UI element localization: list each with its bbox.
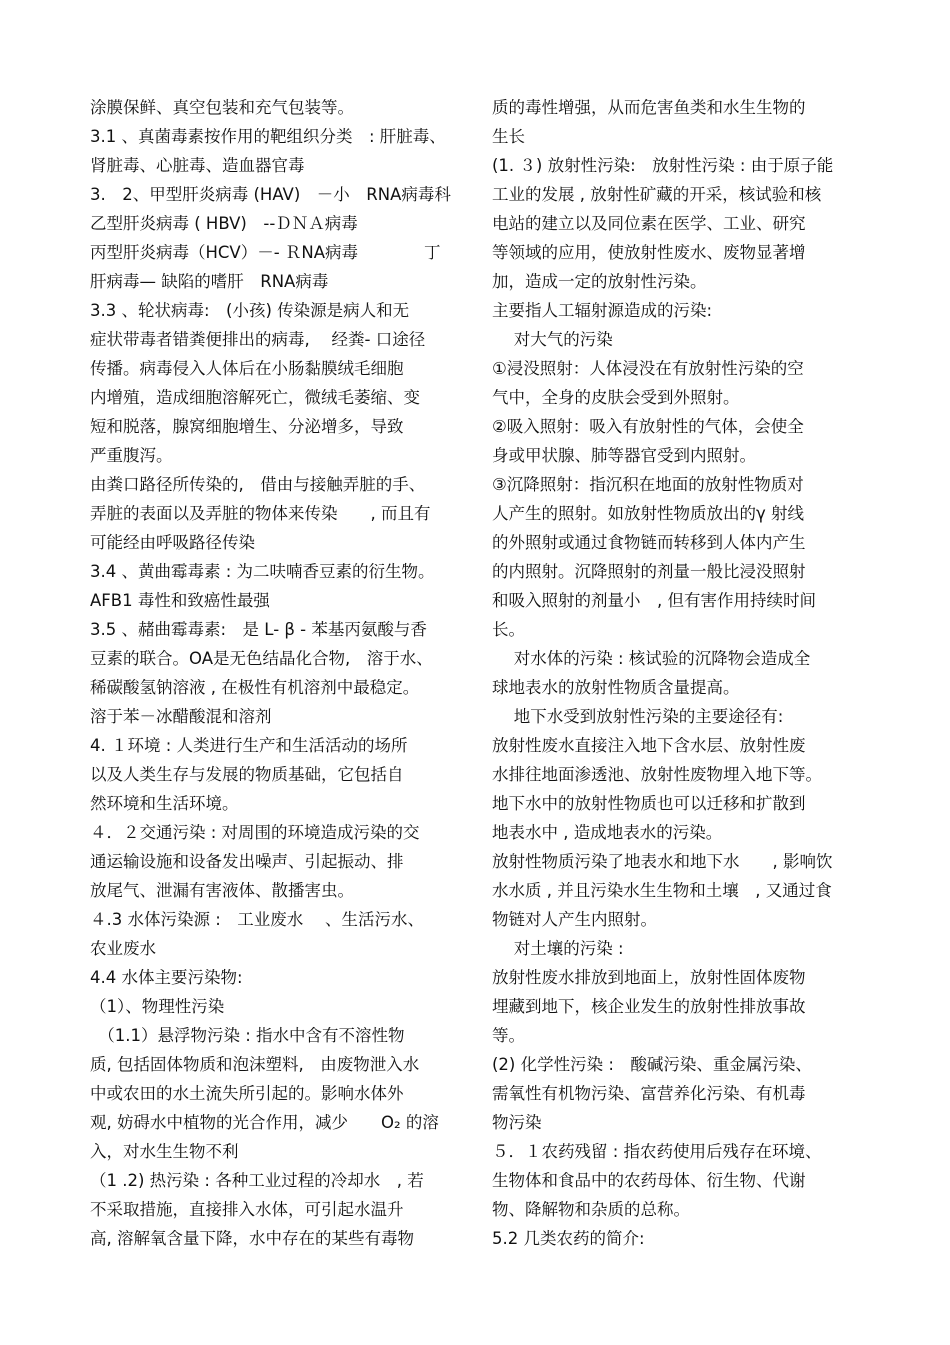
left-column-line: 肝病毒— 缺陷的嗜肝 RNA病毒: [90, 272, 329, 291]
right-column-line: 地下水中的放射性物质也可以迁移和扩散到: [492, 794, 806, 813]
right-column-line: 物链对人产生内照射。: [492, 910, 657, 929]
right-column-line: 地下水受到放射性污染的主要途径有:: [492, 707, 784, 726]
left-column-line: 丙型肝炎病毒（HCV）－- ＲNA病毒 丁: [90, 243, 441, 262]
right-column-line: 需氧性有机物污染、富营养化污染、有机毒: [492, 1084, 806, 1103]
right-column-line: 生物体和食品中的农药母体、衍生物、代谢: [492, 1171, 806, 1190]
right-column-line: 长。: [492, 620, 525, 639]
left-column-line: 放尾气、泄漏有害液体、散播害虫。: [90, 881, 354, 900]
left-column-line: ４.3 水体污染源 : 工业废水 、生活污水、: [90, 910, 425, 929]
left-column-line: 溶于苯－冰醋酸混和溶剂: [90, 707, 272, 726]
left-column-line: （1 .2) 热污染 : 各种工业过程的冷却水 , 若: [90, 1171, 424, 1190]
left-column-line: 可能经由呼吸路径传染: [90, 533, 255, 552]
left-column-line: 质, 包括固体物质和泡沫塑料, 由废物泄入水: [90, 1055, 420, 1074]
right-column-line: 气中，全身的皮肤会受到外照射。: [492, 388, 740, 407]
right-column-line: ①浸没照射：人体浸没在有放射性污染的空: [492, 359, 804, 378]
left-column-line: 3.3 、轮状病毒: (小孩) 传染源是病人和无: [90, 301, 410, 320]
right-column-line: (1. ３) 放射性污染: 放射性污染 : 由于原子能: [492, 156, 834, 175]
left-column-line: 然环境和生活环境。: [90, 794, 239, 813]
left-column-line: 症状带毒者错粪便排出的病毒, 经粪- 口途径: [90, 330, 426, 349]
right-column-line: 放射性物质污染了地表水和地下水 , 影响饮: [492, 852, 833, 871]
right-column-line: 等领域的应用，使放射性废水、废物显著增: [492, 243, 806, 262]
right-column-line: 的外照射或通过食物链而转移到人体内产生: [492, 533, 806, 552]
left-column-line: AFB1 毒性和致癌性最强: [90, 591, 270, 610]
right-column-line: 地表水中 , 造成地表水的污染。: [492, 823, 723, 842]
left-column-line: 4. １环境 : 人类进行生产和生活活动的场所: [90, 736, 408, 755]
right-column-line: ②吸入照射：吸入有放射性的气体，会使全: [492, 417, 804, 436]
right-column-line: 等。: [492, 1026, 525, 1045]
right-column-line: 工业的发展 , 放射性矿藏的开采，核试验和核: [492, 185, 822, 204]
right-column-line: 电站的建立以及同位素在医学、工业、研究: [492, 214, 806, 233]
left-column-line: 3. 2、甲型肝炎病毒 (HAV) －小 RNA病毒科: [90, 185, 451, 204]
left-column-line: 严重腹泻。: [90, 446, 173, 465]
right-column-line: 对大气的污染: [492, 330, 613, 349]
left-column-line: 传播。病毒侵入人体后在小肠黏膜绒毛细胞: [90, 359, 404, 378]
right-column-line: 人产生的照射。如放射性物质放出的γ 射线: [492, 504, 805, 523]
right-column-line: 放射性废水排放到地面上，放射性固体废物: [492, 968, 806, 987]
right-column-line: 主要指人工辐射源造成的污染:: [492, 301, 713, 320]
left-column-line: 短和脱落，腺窝细胞增生、分泌增多，导致: [90, 417, 404, 436]
right-column-line: 加，造成一定的放射性污染。: [492, 272, 707, 291]
left-column-line: （1）、物理性污染: [90, 997, 225, 1016]
left-column-line: 肾脏毒、心脏毒、造血器官毒: [90, 156, 305, 175]
right-column-line: 放射性废水直接注入地下含水层、放射性废: [492, 736, 806, 755]
left-column-line: 内增殖，造成细胞溶解死亡，微绒毛萎缩、变: [90, 388, 420, 407]
right-column-line: ③沉降照射：指沉积在地面的放射性物质对: [492, 475, 804, 494]
left-text-column: [90, 93, 465, 1253]
left-column-line: 豆素的联合。OA是无色结晶化合物, 溶于水、: [90, 649, 433, 668]
right-column-line: 质的毒性增强，从而危害鱼类和水生生物的: [492, 98, 806, 117]
left-column-line: （1.1）悬浮物污染 : 指水中含有不溶性物: [90, 1026, 405, 1045]
left-column-line: 通运输设施和设备发出噪声、引起振动、排: [90, 852, 404, 871]
right-column-line: 球地表水的放射性物质含量提高。: [492, 678, 740, 697]
left-column-line: 中或农田的水土流失所引起的。影响水体外: [90, 1084, 404, 1103]
left-column-line: 涂膜保鲜、真空包装和充气包装等。: [90, 98, 354, 117]
right-column-line: 的内照射。沉降照射的剂量一般比浸没照射: [492, 562, 806, 581]
left-column-line: 高, 溶解氧含量下降，水中存在的某些有毒物: [90, 1229, 414, 1248]
right-text-column: [492, 93, 872, 1253]
left-column-line: 由粪口路径所传染的, 借由与接触弄脏的手、: [90, 475, 426, 494]
left-column-line: 农业废水: [90, 939, 156, 958]
right-column-line: 生长: [492, 127, 525, 146]
right-column-line: 和吸入照射的剂量小 , 但有害作用持续时间: [492, 591, 816, 610]
left-column-line: 4.4 水体主要污染物:: [90, 968, 243, 987]
right-column-line: 身或甲状腺、肺等器官受到内照射。: [492, 446, 756, 465]
left-column-line: 稀碳酸氢钠溶液 , 在极性有机溶剂中最稳定。: [90, 678, 420, 697]
left-column-line: ４．２交通污染 : 对周围的环境造成污染的交: [90, 823, 420, 842]
right-column-line: ５．１农药残留 : 指农药使用后残存在环境、: [492, 1142, 822, 1161]
right-column-line: 水排往地面渗透池、放射性废物埋入地下等。: [492, 765, 822, 784]
right-column-line: 对土壤的污染 :: [492, 939, 624, 958]
right-column-line: 5.2 几类农药的简介:: [492, 1229, 645, 1248]
right-column-line: 物、降解物和杂质的总称。: [492, 1200, 690, 1219]
left-column-line: 以及人类生存与发展的物质基础，它包括自: [90, 765, 404, 784]
right-column-line: 物污染: [492, 1113, 542, 1132]
right-column-line: 对水体的污染 : 核试验的沉降物会造成全: [492, 649, 811, 668]
left-column-line: 观, 妨碍水中植物的光合作用，减少 O₂ 的溶: [90, 1113, 439, 1132]
left-column-line: 入，对水生生物不利: [90, 1142, 239, 1161]
right-column-line: 埋藏到地下，核企业发生的放射性排放事故: [492, 997, 806, 1016]
left-column-line: 3.5 、赭曲霉毒素: 是 L- β - 苯基丙氨酸与香: [90, 620, 427, 639]
left-column-line: 3.1 、真菌毒素按作用的靶组织分类 : 肝脏毒、: [90, 127, 446, 146]
left-column-line: 不采取措施，直接排入水体，可引起水温升: [90, 1200, 404, 1219]
left-column-line: 弄脏的表面以及弄脏的物体来传染 , 而且有: [90, 504, 431, 523]
right-column-line: 水水质 , 并且污染水生生物和土壤 , 又通过食: [492, 881, 832, 900]
left-column-line: 乙型肝炎病毒 ( HBV) --ＤＮＡ病毒: [90, 214, 358, 233]
right-column-line: (2) 化学性污染 : 酸碱污染、重金属污染、: [492, 1055, 812, 1074]
left-column-line: 3.4 、黄曲霉毒素 : 为二呋喃香豆素的衍生物。: [90, 562, 435, 581]
